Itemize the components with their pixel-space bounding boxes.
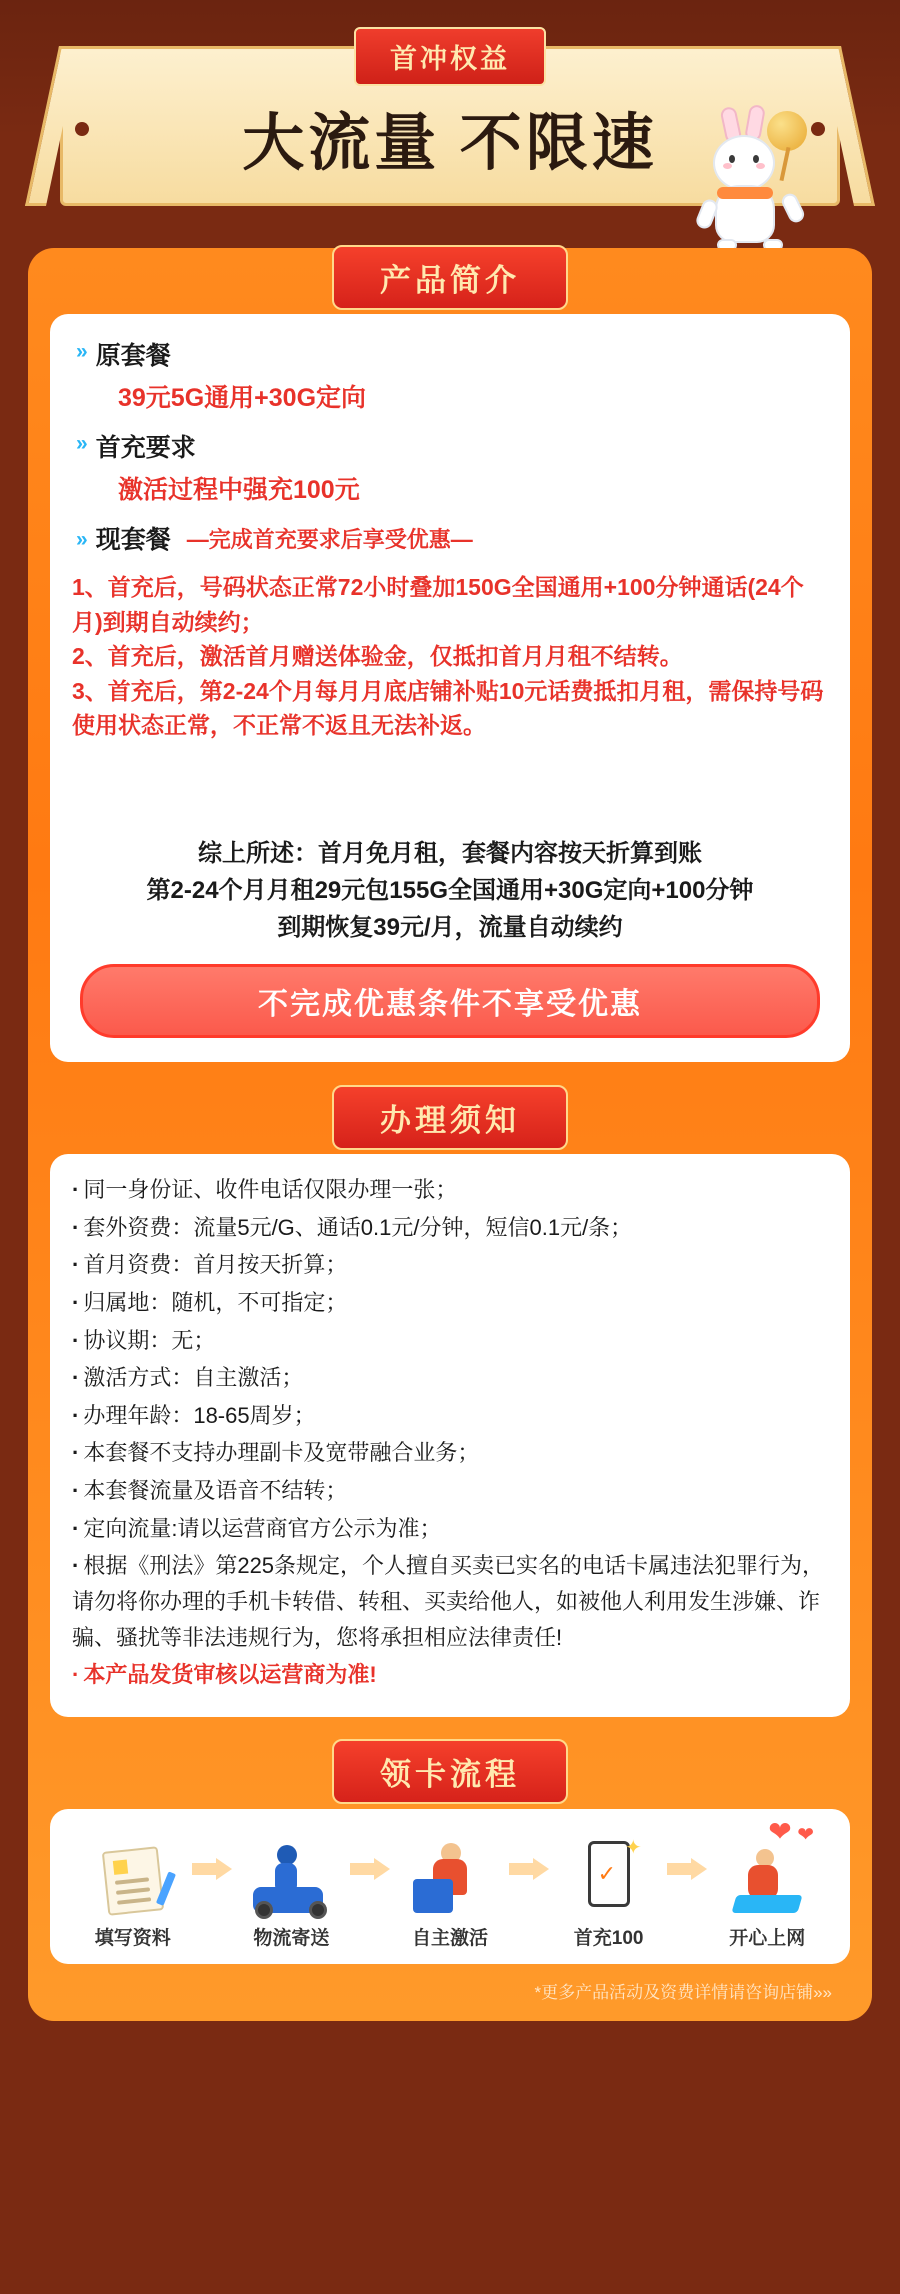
- intro-summary-line-1: 第2-24个月月租29元包155G全国通用+30G定向+100分钟: [146, 876, 754, 904]
- flow-step-2-caption: 自主激活: [411, 1927, 488, 1949]
- section-header-flow: [28, 1743, 872, 1801]
- intro-item-1-value: 激活过程中强充100元: [118, 476, 360, 504]
- list-item: · 套外资费：流量5元/G、通话0.1元/分钟，短信0.1元/条；: [72, 1210, 828, 1246]
- heart-icon: ❤ ❤: [768, 1815, 814, 1847]
- list-item-highlight: · 本产品发货审核以运营商为准!: [72, 1657, 828, 1693]
- document-icon: [74, 1827, 192, 1913]
- section-title-notice: 办理须知: [332, 1085, 568, 1150]
- list-item: · 同一身份证、收件电话仅限办理一张；: [72, 1172, 828, 1208]
- flow-arrow-icon: [192, 1858, 233, 1880]
- chevron-right-icon: »: [76, 340, 84, 363]
- delivery-scooter-icon: [233, 1827, 351, 1913]
- list-item: · 首月资费：首月按天折算；: [72, 1247, 828, 1283]
- top-banner: [60, 46, 840, 206]
- rabbit-mascot-icon: [691, 107, 809, 257]
- list-item: · 根据《刑法》第225条规定，个人擅自买卖已实名的电话卡属违法犯罪行为，请勿将你办理的手机卡转借、转租、买卖给他人，如被他人利用发生涉嫌、诈骗、骚扰等非法违规行为，您将承担相应法律责任!: [72, 1548, 828, 1655]
- intro-term-2: 3、首充后，第2-24个月每月月底店铺补贴10元话费抵扣月租，需保持号码使用状态正常，不正常不返且无法补返。: [72, 677, 824, 738]
- flow-step-0-caption: 填写资料: [94, 1927, 171, 1949]
- intro-item-1-label: 首充要求: [95, 434, 196, 462]
- flow-step-1-caption: 物流寄送: [253, 1927, 330, 1949]
- intro-summary-line-2: 到期恢复39元/月，流量自动续约: [277, 913, 623, 941]
- intro-current-plan-label: 现套餐: [95, 526, 171, 554]
- section-title-flow: 领卡流程: [332, 1739, 568, 1804]
- flow-step-2: [391, 1827, 509, 1950]
- list-item: · 激活方式：自主激活；: [72, 1360, 828, 1396]
- flow-step-4-caption: 开心上网: [729, 1927, 806, 1949]
- list-item: · 归属地：随机，不可指定；: [72, 1285, 828, 1321]
- flow-steps: [60, 1827, 840, 1950]
- chevron-right-icon: »: [76, 528, 84, 551]
- flow-arrow-icon: [509, 1858, 550, 1880]
- list-item: · 本套餐流量及语音不结转；: [72, 1473, 828, 1509]
- list-item: · 协议期：无；: [72, 1323, 828, 1359]
- list-item: · 本套餐不支持办理副卡及宽带融合业务；: [72, 1435, 828, 1471]
- intro-item-0-value: 39元5G通用+30G定向: [118, 384, 367, 412]
- intro-terms: [72, 570, 828, 743]
- intro-term-1: 2、首充后，激活首月赠送体验金，仅抵扣首月月租不结转。: [72, 643, 683, 669]
- intro-term-0: 1、首充后，号码状态正常72小时叠加150G全国通用+100分钟通话(24个月)到期自动续约；: [72, 574, 804, 635]
- intro-summary-line-0: 综上所述：首月免月租，套餐内容按天折算到账: [198, 839, 702, 867]
- package-open-icon: [391, 1827, 509, 1913]
- intro-item-0-label: 原套餐: [95, 342, 171, 370]
- section-header-intro: [28, 248, 872, 306]
- list-item: · 定向流量:请以运营商官方公示为准；: [72, 1511, 828, 1547]
- intro-summary: [72, 835, 828, 947]
- intro-box: [50, 314, 850, 1062]
- section-header-notice: [28, 1088, 872, 1146]
- flow-arrow-icon: [350, 1858, 391, 1880]
- balloon-icon: [767, 111, 807, 151]
- flow-box: [50, 1809, 850, 1964]
- section-title-intro: 产品简介: [332, 245, 568, 310]
- flow-step-3-caption: 首充100: [573, 1927, 644, 1949]
- condition-warning-banner: 不完成优惠条件不享受优惠: [80, 964, 820, 1038]
- banner-ribbon-label: 首冲权益: [354, 27, 546, 86]
- intro-item-0: [72, 336, 828, 372]
- phone-checklist-icon: ✓ ✦: [550, 1827, 668, 1913]
- footnote: *更多产品活动及资费详情请咨询店铺»»: [534, 1982, 832, 2002]
- flow-step-1: [233, 1827, 351, 1950]
- main-card: [28, 248, 872, 2021]
- intro-item-1: [72, 428, 828, 464]
- flow-step-3: [550, 1827, 668, 1950]
- notice-box: [50, 1154, 850, 1717]
- list-item: · 办理年龄：18-65周岁；: [72, 1398, 828, 1434]
- flow-arrow-icon: [667, 1858, 708, 1880]
- flow-step-0: [74, 1827, 192, 1950]
- chevron-right-icon: »: [76, 432, 84, 455]
- intro-current-plan-note: —完成首充要求后享受优惠—: [186, 526, 473, 552]
- intro-current-plan: [72, 520, 828, 556]
- notice-list: [72, 1172, 828, 1693]
- banner-title: 大流量 不限速: [242, 110, 658, 178]
